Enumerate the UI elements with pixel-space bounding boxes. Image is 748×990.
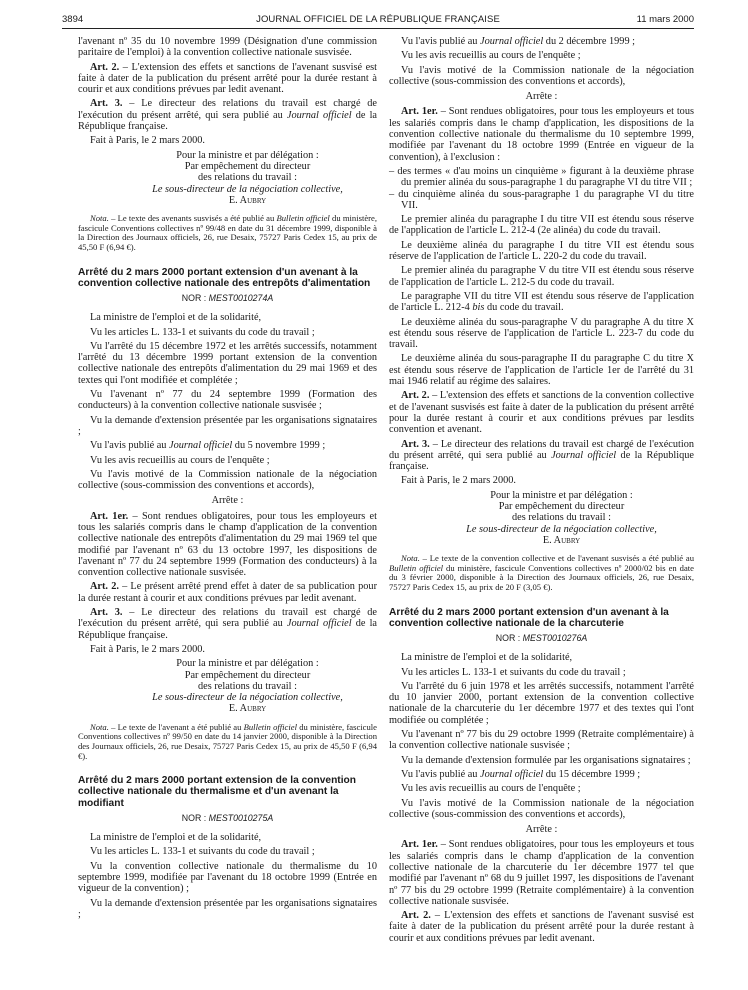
list-item: – des termes « d'au moins un cinquième » figurant à la deuxième phrase du premier alinéa du sous-paragraphe 1 du paragraphe VI du titre VII ;	[389, 165, 694, 189]
reserve-paragraph: Le paragraphe VII du titre VII est étendu sous réserve de l'application de l'article L. 212-4 bis du code du travail.	[389, 290, 694, 314]
visa-line: Vu les articles L. 133-1 et suivants du code du travail ;	[90, 846, 315, 858]
nota-note: Nota. – Le texte des avenants susvisés a été publié au Bulletin officiel du ministère, fascicule Conventions collectives nº 99/48 en date du 31 décembre 1999, disponible à la Direction des Journaux officiels, 26, rue Desaix, 75727 Paris Cedex 15, au prix de 45,50 F (6,94 €).	[78, 213, 377, 252]
nor-reference: NOR : MEST0010276A	[495, 632, 588, 643]
list-item: – du cinquième alinéa du sous-paragraphe 1 du paragraphe VI du titre VII.	[389, 188, 694, 211]
decree-title: Arrêté du 2 mars 2000 portant extension de la convention collective nationale du thermalisme et d'un avenant la modifiant	[78, 775, 356, 809]
article-3: Art. 3. – Le directeur des relations du travail est chargé de l'exécution du présent arrêté, qui sera publié au Journal officiel de la République française.	[78, 98, 377, 133]
visa-line: Vu la demande d'extension présentée par les organisations signataires ;	[78, 414, 377, 437]
article-2: Art. 2. – Le présent arrêté prend effet à dater de sa publication pour la durée restant à courir et aux conditions prévues par ledit avenant.	[78, 581, 378, 604]
visa-line: Vu les avis recueillis au cours de l'enquête ;	[401, 50, 581, 62]
signature-block: Pour la ministre et par délégation : Par empêchement du directeur des relations du travail : Le sous-directeur de la négociation collective, E. Aubry	[466, 489, 657, 546]
article-2: Art. 2. – L'extension des effets et sanctions de l'avenant susvisé est faite à dater de la publication du présent arrêté pour la durée restant à courir et aux conditions prévues par ledit avenant.	[389, 910, 694, 944]
continued-paragraph: l'avenant nº 35 du 10 novembre 1999 (Désignation d'une commission paritaire de l'emploi) à la convention collective nationale susvisée.	[78, 36, 377, 59]
reserve-paragraph: Le premier alinéa du paragraphe V du titre VII est étendu sous réserve de l'application de l'article L. 212-5 du code du travail.	[389, 265, 694, 288]
reserve-paragraph: Le deuxième alinéa du paragraphe I du titre VII est étendu sous réserve de l'application de l'article L. 220-2 du code du travail.	[389, 239, 694, 263]
nota-note: Nota. – Le texte de l'avenant a été publié au Bulletin officiel du ministère, fascicule Conventions collectives nº 99/50 en date du 14 janvier 2000, disponible à la Direction des Journaux officiels, 26, rue Desaix, 75727 Paris Cedex 15, au prix de 45,50 F (6,94 €).	[78, 721, 377, 761]
decree-title: Arrêté du 2 mars 2000 portant extension d'un avenant à la convention collective nationale de la charcuterie	[389, 606, 669, 629]
nor-reference: NOR : MEST0010275A	[181, 812, 274, 823]
visa-line: Vu les articles L. 133-1 et suivants du code du travail ;	[401, 666, 626, 678]
visa-line: Vu les avis recueillis au cours de l'enquête ;	[90, 454, 270, 466]
signing-place-date: Fait à Paris, le 2 mars 2000.	[90, 135, 205, 147]
left-column	[78, 36, 377, 923]
signing-place-date: Fait à Paris, le 2 mars 2000.	[90, 643, 205, 655]
article-3: Art. 3. – Le directeur des relations du travail est chargé de l'exécution du présent arrêté, qui sera publié au Journal officiel de la République française.	[389, 438, 694, 473]
decree-title: Arrêté du 2 mars 2000 portant extension d'un avenant à la convention collective nationale des entrepôts d'alimentation	[78, 266, 371, 289]
header-rule	[62, 28, 694, 29]
page-number: 3894	[62, 14, 84, 25]
visa-line: Vu l'avis motivé de la Commission nationale de la négociation collective (sous-commission des conventions et accords),	[78, 468, 377, 492]
visa-line: Vu l'avenant nº 77 bis du 29 octobre 1999 (Retraite complémentaire) à la convention collective nationale susvisée ;	[389, 729, 694, 752]
journal-title: JOURNAL OFFICIEL DE LA RÉPUBLIQUE FRANÇAISE	[256, 14, 500, 25]
page-header	[62, 14, 694, 28]
visa-line: Vu l'avis publié au Journal officiel du 5 novembre 1999 ;	[90, 440, 326, 452]
right-column	[389, 36, 694, 947]
issue-date: 11 mars 2000	[636, 14, 694, 25]
reserve-paragraph: Le premier alinéa du paragraphe I du titre VII est étendu sous réserve de l'application de l'article L. 212-4 (2e alinéa) du code du travail.	[389, 214, 694, 237]
nor-reference: NOR : MEST0010274A	[181, 292, 274, 303]
visa-line: Vu l'arrêté du 6 juin 1978 et les arrêtés successifs, notamment l'arrêté du 10 janvier 2000, portant extension de la convention collective nationale de la charcuterie du 1er décembre 1977 et des textes qui l'ont modifiée ou complétée ;	[389, 680, 694, 726]
article-1: Art. 1er. – Sont rendues obligatoires, pour tous les employeurs et tous les salariés compris dans le champ d'application, les dispositions de la convention collective nationale du thermalisme du 10 septembre 1999, modifiée par l'avenant du 18 octobre 1999 (Entrée en vigueur de la convention), à l'exclusion :	[389, 106, 694, 163]
visa-line: Vu les articles L. 133-1 et suivants du code du travail ;	[90, 326, 315, 338]
minister-line: La ministre de l'emploi et de la solidarité,	[90, 312, 262, 324]
visa-line: Vu l'avis publié au Journal officiel du 15 décembre 1999 ;	[401, 768, 641, 780]
visa-line: Vu l'avis motivé de la Commission nationale de la négociation collective (sous-commission des conventions et accords),	[389, 797, 694, 820]
arrete-heading: Arrête :	[525, 824, 558, 836]
visa-line: Vu l'avis motivé de la Commission nationale de la négociation collective (sous-commission des conventions et accords),	[389, 64, 694, 87]
article-3: Art. 3. – Le directeur des relations du travail est chargé de l'exécution du présent arrêté, qui sera publié au Journal officiel de la République française.	[78, 607, 377, 641]
signature-block: Pour la ministre et par délégation : Par empêchement du directeur des relations du travail : Le sous-directeur de la négociation collective, E. Aubry	[152, 149, 343, 206]
minister-line: La ministre de l'emploi et de la solidarité,	[90, 832, 262, 844]
arrete-heading: Arrête :	[211, 495, 244, 507]
visa-line: Vu les avis recueillis au cours de l'enquête ;	[401, 783, 581, 795]
signature-block: Pour la ministre et par délégation : Par empêchement du directeur des relations du travail : Le sous-directeur de la négociation collective, E. Aubry	[152, 658, 343, 715]
reserve-paragraph: Le deuxième alinéa du sous-paragraphe V du paragraphe A du titre X est étendu sous réserve de l'application de l'article L. 223-7 du code du travail.	[389, 316, 694, 351]
article-1: Art. 1er. – Sont rendues obligatoires, pour tous les employeurs et tous les salariés compris dans le champ d'application de la convention collective nationale de la charcuterie du 1er décembre 1977 tel que modifié par l'avenant nº 68 du 9 juillet 1997, les dispositions de l'avenant nº 77 bis du 29 octobre 1999 (Retraite complémentaire) à la convention collective nationale susvisée.	[389, 839, 694, 907]
visa-line: Vu la demande d'extension présentée par les organisations signataires ;	[78, 897, 377, 920]
visa-line: Vu l'avis publié au Journal officiel du 2 décembre 1999 ;	[401, 36, 636, 47]
signing-place-date: Fait à Paris, le 2 mars 2000.	[401, 475, 516, 487]
exclusion-list	[389, 166, 694, 211]
reserve-paragraph: Le deuxième alinéa du sous-paragraphe II du paragraphe C du titre X est étendu sous réserve de l'application de l'article 1er de l'arrêté du 31 mai 1946 relatif au régime des salaires.	[389, 353, 694, 388]
article-1: Art. 1er. – Sont rendues obligatoires, pour tous les employeurs et tous les salariés compris dans le champ d'application de la convention collective nationale des entrepôts d'alimentation du 29 mai 1969 tel que modifié par l'avenant nº 63 du 13 octobre 1997, les dispositions de l'avenant nº 77 du 24 septembre 1999 (Formation des conducteurs) à la convention collective nationale susvisée.	[78, 510, 377, 579]
article-2: Art. 2. – L'extension des effets et sanctions de l'avenant susvisé est faite à dater de la publication du présent arrêté pour la durée restant à courir et aux conditions prévues par ledit avenant.	[78, 61, 378, 96]
nota-note: Nota. – Le texte de la convention collective et de l'avenant susvisés a été publié au Bulletin officiel du ministère, fascicule Conventions collectives nº 2000/02 bis en date du 3 février 2000, disponible à la Direction des Journaux officiels, 26, rue Desaix, 75727 Paris Cedex 15, au prix de 20 F (3,05 €).	[389, 553, 694, 592]
visa-line: Vu la demande d'extension formulée par les organisations signataires ;	[401, 754, 691, 766]
article-2: Art. 2. – L'extension des effets et sanctions de la convention collective et de l'avenant susvisés est faite à dater de la publication du présent arrêté pour la durée restant à courir et aux conditions prévues par lesdits convention et avenant.	[389, 390, 694, 436]
visa-line: Vu la convention collective nationale du thermalisme du 10 septembre 1999, modifiée par l'avenant du 18 octobre 1999 (Entrée en vigueur de la convention) ;	[78, 860, 377, 895]
visa-line: Vu l'arrêté du 15 décembre 1972 et les arrêtés successifs, notamment l'arrêté du 13 décembre 1999 portant extension de la convention collective nationale des entrepôts d'alimentation du 29 mai 1969 et des textes qui l'ont modifiée et complétée ;	[78, 340, 377, 386]
arrete-heading: Arrête :	[525, 91, 558, 103]
minister-line: La ministre de l'emploi et de la solidarité,	[401, 652, 573, 664]
visa-line: Vu l'avenant nº 77 du 24 septembre 1999 (Formation des conducteurs) à la convention collective nationale susvisée ;	[78, 389, 377, 412]
